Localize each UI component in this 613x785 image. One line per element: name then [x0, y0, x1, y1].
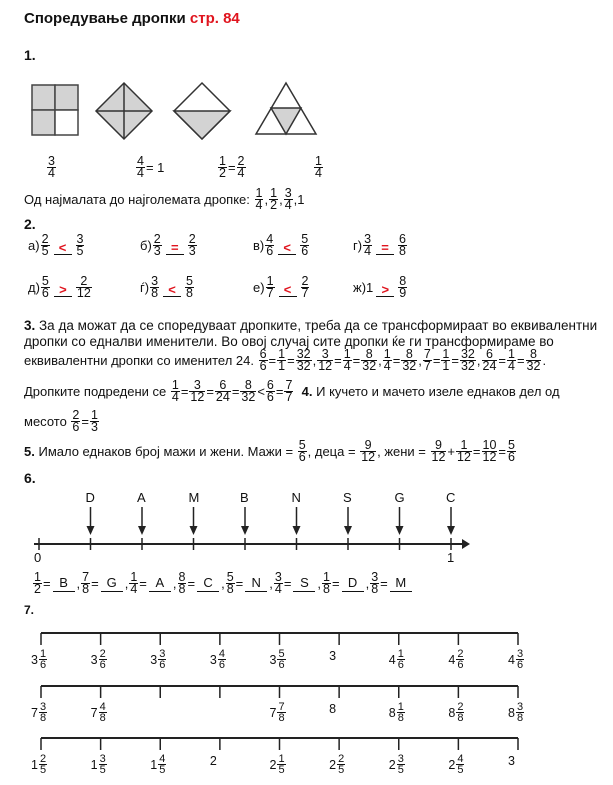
mixed-number-label: 3 $\frac{5}{6}$ — [269, 648, 285, 671]
task4-line2: месото $\frac{2}{6}$ = $\frac{1}{3}$ — [24, 408, 98, 434]
fraction: $\frac{3}{12}$ — [318, 347, 333, 373]
answer-blank: D — [342, 575, 364, 592]
comparison-item: д) $\frac{5}{6}$ > $\frac{2}{12}$ — [28, 274, 91, 300]
mixed-number-label: 1 $\frac{2}{5}$ — [31, 753, 47, 776]
fraction: $\frac{2}{3}$ — [188, 232, 196, 258]
arrow-label: N — [291, 490, 301, 505]
comparison-sign: = — [166, 242, 184, 255]
task7-number: 7. — [24, 603, 35, 617]
arrow-label: G — [394, 490, 405, 505]
comparison-sign: < — [279, 284, 297, 297]
fraction: $\frac{5}{6}$ — [41, 274, 49, 300]
fraction: $\frac{6}{6}$ — [259, 347, 267, 373]
fraction: $\frac{2}{6}$ — [99, 648, 106, 671]
answer-blank: C — [197, 575, 219, 592]
task6-number: 6. — [24, 470, 36, 486]
fraction: $\frac{1}{6}$ — [39, 648, 47, 671]
fraction: $\frac{3}{6}$ — [159, 648, 166, 671]
task1-label-2: $\frac{4}{4}$ = 1 — [137, 154, 165, 180]
mixed-number-label: 3 $\frac{1}{6}$ — [31, 648, 47, 671]
fraction: $\frac{1}{4}$ — [171, 378, 179, 404]
mixed-number-label: 7 $\frac{4}{8}$ — [90, 701, 106, 724]
comparison-sign: < — [54, 242, 72, 255]
fraction: $\frac{3}{12}$ — [190, 378, 205, 404]
fraction: $\frac{7}{8}$ — [82, 570, 90, 596]
fraction: $\frac{2}{8}$ — [457, 701, 464, 724]
task3-ordered: Дропките подредени се $\frac{1}{4}$ = $\frac{3}{12}$ = $\frac{6}{24}$ = $\frac{8}{32}$ < $\frac{6}{6}$ = $\frac{7}{7}$ 4. И кучето и мачето изеле еднаков дел од — [24, 378, 560, 404]
fraction: $\frac{10}{12}$ — [482, 438, 497, 464]
fraction: $\frac{7}{7}$ — [285, 378, 293, 404]
fraction: $\frac{1}{8}$ — [323, 570, 330, 596]
fraction: $\frac{1}{7}$ — [266, 274, 274, 300]
fraction: $\frac{6}{8}$ — [399, 232, 406, 258]
arrow-label: A — [137, 490, 146, 505]
comparison-item: а) $\frac{2}{5}$ < $\frac{3}{5}$ — [28, 232, 84, 258]
fraction: $\frac{8}{32}$ — [241, 378, 256, 404]
answer-blank: B — [53, 575, 75, 592]
fraction: $\frac{1}{4}$ — [343, 347, 351, 373]
mixed-number-label: 3 $\frac{4}{6}$ — [209, 648, 225, 671]
task1-label-4: $\frac{1}{4}$ — [315, 154, 322, 180]
fraction: $\frac{3}{8}$ — [151, 274, 159, 300]
fraction: $\frac{8}{9}$ — [399, 274, 407, 300]
arrow-label: D — [85, 490, 95, 505]
fraction: $\frac{7}{7}$ — [423, 347, 431, 373]
fraction: $\frac{3}{5}$ — [99, 753, 106, 776]
fraction: $\frac{4}{6}$ — [266, 232, 274, 258]
fraction: $\frac{4}{8}$ — [99, 701, 106, 724]
fraction: $\frac{2}{6}$ — [457, 648, 464, 671]
fraction: $\frac{8}{32}$ — [526, 347, 541, 373]
fraction: $\frac{1}{1}$ — [442, 347, 450, 373]
comparison-sign: < — [163, 284, 181, 297]
mixed-number-label: 2 $\frac{3}{5}$ — [388, 753, 404, 776]
task1-label-1: $\frac{3}{4}$ — [48, 154, 55, 180]
fraction: $\frac{1}{8}$ — [397, 701, 404, 724]
mixed-number-label: 8 $\frac{3}{8}$ — [508, 701, 524, 724]
fraction: $\frac{8}{32}$ — [402, 347, 417, 373]
mixed-number-label: 7 $\frac{7}{8}$ — [269, 701, 285, 724]
mixed-number-label: 4 $\frac{3}{6}$ — [508, 648, 524, 671]
fraction: $\frac{3}{8}$ — [516, 701, 524, 724]
fraction: $\frac{2}{7}$ — [301, 274, 309, 300]
fraction: $\frac{6}{6}$ — [266, 378, 274, 404]
arrow-label: S — [343, 490, 352, 505]
task3-line3: еквивалентни дропки со именител 24. $\frac{6}{6}$ = $\frac{1}{1}$ = $\frac{32}{32}$ , $\frac{3}{12}$ = $\frac{1}{4}$ = $\frac{8}{32}$ , $\frac{1}{4}$ = $\frac{8}{32}$ , $\frac{7}{7}$ = $\frac{1}{1}$ = $\frac{32}{32}$ , $\frac{6}{24}$ = $\frac{1}{4}$ = $\frac{8}{32}$ . — [24, 347, 547, 373]
title-main: Споредување дропки — [24, 10, 186, 27]
task5: 5. Имало еднаков број мажи и жени. Мажи = $\frac{5}{6}$ , деца = $\frac{9}{12}$ , жени = $\frac{9}{12}$ + $\frac{1}{12}$ = $\frac{10}{12}$ = $\frac{5}{6}$ — [24, 438, 515, 464]
fraction: $\frac{1}{4}$ — [383, 347, 391, 373]
mixed-number-label: 3 $\frac{3}{6}$ — [150, 648, 166, 671]
mixed-number-label: 8 — [329, 702, 337, 716]
fraction: $\frac{32}{32}$ — [296, 347, 311, 373]
fraction: $\frac{1}{4}$ — [508, 347, 515, 373]
mixed-number-label: 2 $\frac{4}{5}$ — [448, 753, 464, 776]
comparison-item: в) $\frac{4}{6}$ < $\frac{5}{6}$ — [253, 232, 309, 258]
answer-blank: A — [149, 575, 171, 592]
answer-blank: G — [101, 575, 123, 592]
mixed-number-label: 2 $\frac{2}{5}$ — [329, 753, 345, 776]
fraction: $\frac{1}{4}$ — [130, 570, 138, 596]
arrow-label: C — [446, 490, 456, 505]
task3-line2: дропки со едналви именители. Во овој случај сите дропки ќе ги трансформираме во — [24, 334, 554, 349]
mixed-number-label: 3 — [508, 754, 515, 768]
mixed-number-label: 1 $\frac{3}{5}$ — [90, 753, 106, 776]
fraction: $\frac{3}{4}$ — [364, 232, 372, 258]
comparison-item: б) $\frac{2}{3}$ = $\frac{2}{3}$ — [140, 232, 196, 258]
comparison-item: е) $\frac{1}{7}$ < $\frac{2}{7}$ — [253, 274, 309, 300]
fraction: $\frac{5}{8}$ — [186, 274, 193, 300]
comparison-item: г) $\frac{3}{4}$ = $\frac{6}{8}$ — [353, 232, 406, 258]
task2-number: 2. — [24, 216, 36, 232]
fraction: $\frac{1}{5}$ — [278, 753, 285, 776]
fraction: $\frac{5}{8}$ — [226, 570, 234, 596]
mixed-number-label: 7 $\frac{3}{8}$ — [31, 701, 47, 724]
task1-order: Од најмалата до најголемата дропке: $\frac{1}{4}$ , $\frac{1}{2}$ , $\frac{3}{4}$ , 1 — [24, 186, 305, 212]
fraction: $\frac{2}{5}$ — [39, 753, 47, 776]
mixed-number-label: 2 $\frac{1}{5}$ — [269, 753, 285, 776]
fraction: $\frac{8}{32}$ — [362, 347, 377, 373]
task6-answers: $\frac{1}{2}$ = B , $\frac{7}{8}$ = G , $\frac{1}{4}$ = A , $\frac{8}{8}$ = C , $\frac{5}{8}$ = N , $\frac{3}{4}$ = S , $\frac{1}{8}$ = D , $\frac{3}{8}$ = M — [32, 572, 414, 595]
fraction: $\frac{3}{8}$ — [39, 701, 47, 724]
fraction: $\frac{2}{5}$ — [338, 753, 345, 776]
fraction: $\frac{4}{6}$ — [218, 648, 225, 671]
fraction: $\frac{4}{5}$ — [457, 753, 464, 776]
answer-blank: M — [390, 575, 412, 592]
fraction: $\frac{8}{8}$ — [178, 570, 186, 596]
task6-start-label: 0 — [34, 550, 42, 565]
fraction: $\frac{5}{6}$ — [301, 232, 309, 258]
fraction: $\frac{3}{4}$ — [274, 570, 282, 596]
page-reference: стр. 84 — [189, 10, 240, 27]
task6-end-label: 1 — [447, 550, 455, 565]
fraction: $\frac{7}{8}$ — [278, 701, 285, 724]
mixed-number-label: 8 $\frac{2}{8}$ — [448, 701, 464, 724]
fraction: $\frac{3}{5}$ — [397, 753, 404, 776]
comparison-sign: > — [376, 284, 394, 297]
fraction: $\frac{1}{1}$ — [278, 347, 286, 373]
fraction: $\frac{6}{24}$ — [215, 378, 230, 404]
fraction: $\frac{2}{5}$ — [41, 232, 49, 258]
mixed-number-label: 1 $\frac{4}{5}$ — [150, 753, 166, 776]
fraction: $\frac{6}{24}$ — [482, 347, 497, 373]
fraction: $\frac{5}{6}$ — [278, 648, 285, 671]
mixed-number-label: 4 $\frac{2}{6}$ — [448, 648, 464, 671]
answer-blank: N — [245, 575, 267, 592]
answer-blank: S — [293, 575, 315, 592]
comparison-item: ѓ) $\frac{3}{8}$ < $\frac{5}{8}$ — [140, 274, 193, 300]
comparison-sign: < — [278, 242, 296, 255]
fraction: $\frac{2}{3}$ — [153, 232, 161, 258]
mixed-number-label: 3 $\frac{2}{6}$ — [90, 648, 106, 671]
arrow-label: B — [240, 490, 249, 505]
fraction: $\frac{3}{8}$ — [371, 570, 379, 596]
fraction: $\frac{1}{12}$ — [457, 438, 471, 464]
comparison-sign: > — [54, 284, 72, 297]
mixed-number-label: 2 — [209, 754, 217, 768]
comparison-item: ж) 1 > $\frac{8}{9}$ — [353, 274, 407, 300]
mixed-number-label: 8 $\frac{1}{8}$ — [388, 701, 404, 724]
fraction: $\frac{1}{2}$ — [34, 570, 41, 596]
fraction: $\frac{2}{12}$ — [76, 274, 91, 300]
fraction: $\frac{1}{6}$ — [397, 648, 404, 671]
fraction: $\frac{4}{5}$ — [159, 753, 166, 776]
fraction: $\frac{5}{6}$ — [508, 438, 515, 464]
arrow-label: M — [188, 490, 200, 505]
fraction: $\frac{32}{32}$ — [460, 347, 475, 373]
task1-label-3: $\frac{1}{2}$ = $\frac{2}{4}$ — [219, 154, 245, 180]
task1-number: 1. — [24, 47, 36, 63]
task3-line1: 3. За да можат да се споредуваат дропките, треба да се трансформираат во еквивалентни — [24, 318, 598, 333]
comparison-sign: = — [376, 242, 394, 255]
mixed-number-label: 3 — [329, 649, 337, 663]
fraction: $\frac{3}{6}$ — [516, 648, 524, 671]
fraction: $\frac{3}{5}$ — [76, 232, 84, 258]
fraction: $\frac{9}{12}$ — [431, 438, 446, 464]
mixed-number-label: 4 $\frac{1}{6}$ — [388, 648, 404, 671]
